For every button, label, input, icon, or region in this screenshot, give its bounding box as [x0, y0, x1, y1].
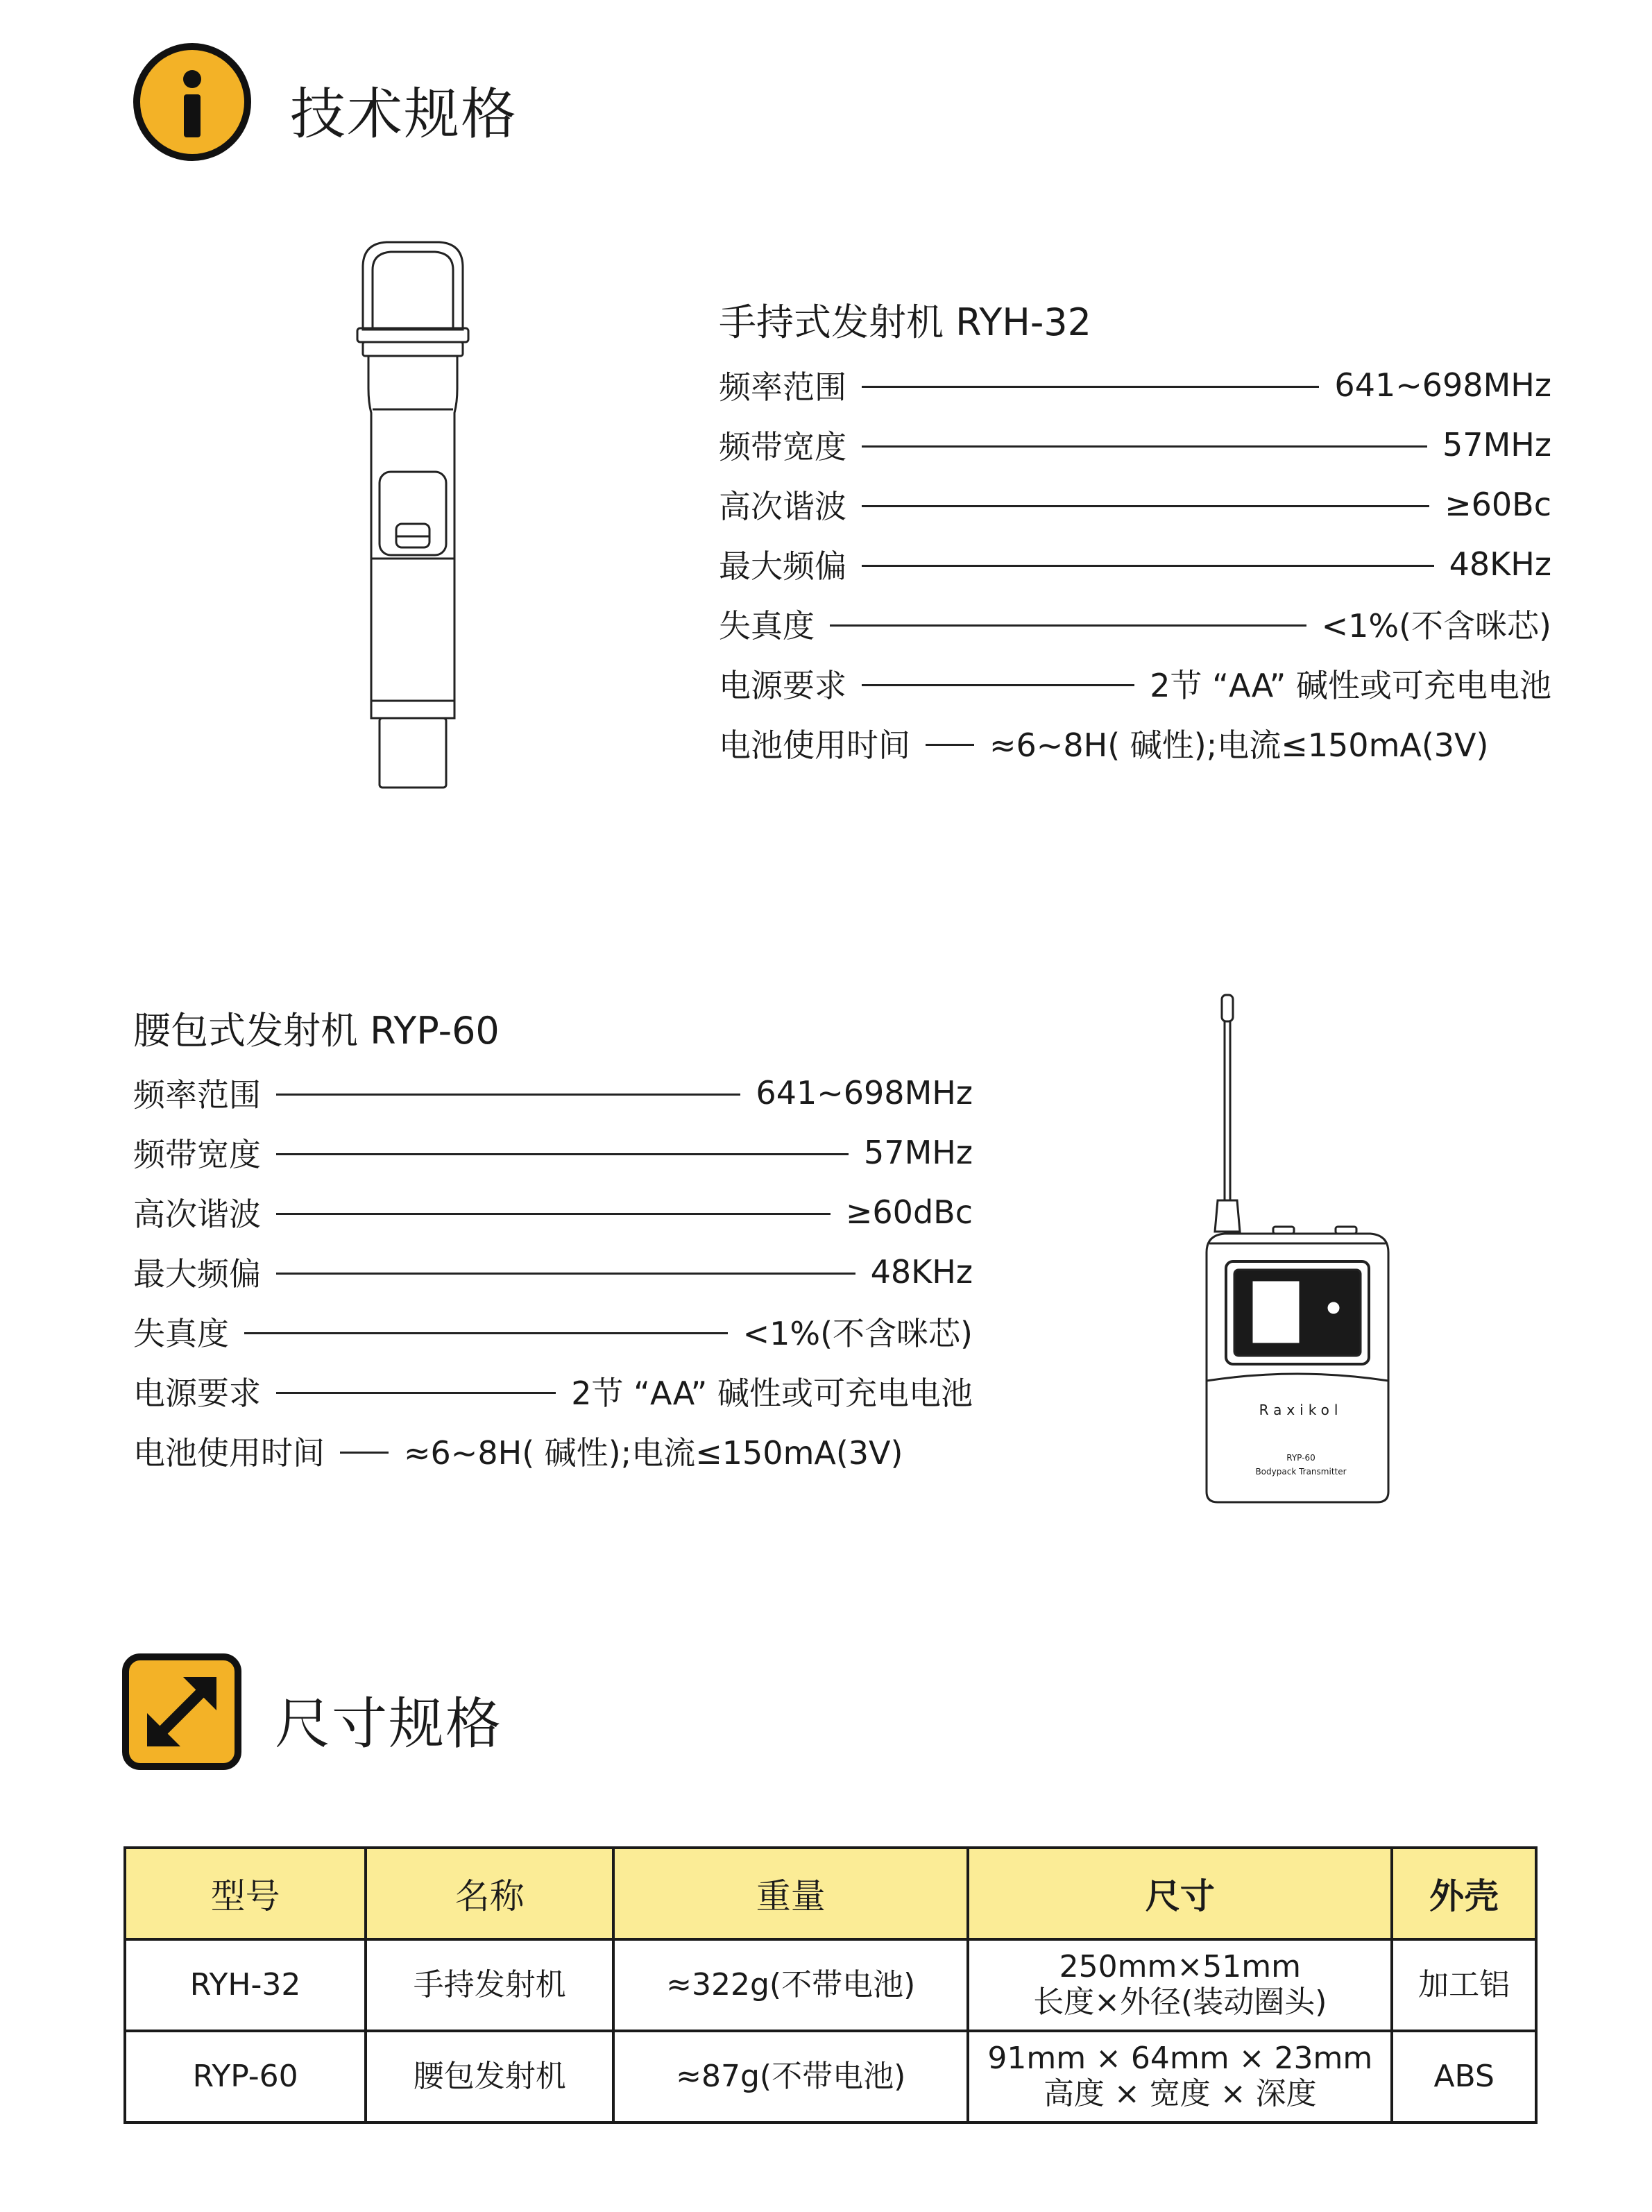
cell-weight: ≈322g(不带电池)	[613, 1939, 968, 2031]
handheld-spec-title: 手持式发射机 RYH-32	[719, 300, 1092, 344]
cell-shell: ABS	[1392, 2031, 1536, 2122]
cell-weight: ≈87g(不带电池)	[613, 2031, 968, 2122]
leader-line	[862, 505, 1429, 507]
leader-line	[830, 624, 1306, 627]
leader-line	[862, 684, 1134, 686]
section-title-tech: 技术规格	[290, 82, 518, 146]
handheld-spec-row	[719, 540, 1551, 588]
spec-label: 高次谐波	[133, 1196, 261, 1233]
info-icon	[133, 43, 251, 161]
spec-label: 电源要求	[719, 667, 846, 704]
cell-size	[968, 1939, 1392, 2031]
spec-value: 641~698MHz	[756, 1074, 973, 1112]
spec-value: ≈6~8H( 碱性);电流≤150mA(3V)	[404, 1434, 903, 1472]
spec-label: 最大频偏	[719, 547, 846, 585]
spec-label: 电池使用时间	[719, 726, 910, 764]
column-header: 外壳	[1392, 1848, 1536, 1939]
leader-line	[862, 565, 1434, 567]
leader-line	[276, 1094, 740, 1096]
bodypack-spec-row	[133, 1427, 973, 1475]
column-header: 尺寸	[968, 1848, 1392, 1939]
bodypack-spec-row	[133, 1307, 973, 1356]
spec-label: 电源要求	[133, 1375, 261, 1412]
bodypack-spec-title: 腰包式发射机 RYP-60	[133, 1009, 500, 1053]
leader-line	[862, 445, 1427, 448]
spec-value: 2节 “AA” 碱性或可充电电池	[571, 1375, 973, 1412]
cell-model: RYP-60	[125, 2031, 366, 2122]
spec-value: ≥60dBc	[845, 1193, 973, 1231]
size-line-1: 91mm × 64mm × 23mm	[987, 2041, 1373, 2077]
size-line-2: 长度×外径(装动圈头)	[1033, 1984, 1327, 2020]
leader-line	[862, 386, 1319, 388]
leader-line	[926, 744, 974, 746]
handheld-spec-row	[719, 659, 1551, 708]
spec-value: 57MHz	[864, 1134, 973, 1171]
bodypack-transmitter-illustration	[1197, 992, 1405, 1506]
spec-label: 频带宽度	[133, 1136, 261, 1173]
leader-line	[276, 1273, 855, 1275]
spec-label: 失真度	[133, 1315, 229, 1352]
size-line-1: 250mm×51mm	[1059, 1949, 1301, 1985]
bodypack-spec-row	[133, 1367, 973, 1415]
bodypack-spec-row	[133, 1128, 973, 1177]
cell-size	[968, 2031, 1392, 2122]
spec-label: 最大频偏	[133, 1255, 261, 1293]
handheld-microphone-illustration	[350, 239, 475, 797]
leader-line	[244, 1332, 728, 1334]
column-header: 名称	[366, 1848, 613, 1939]
spec-label: 失真度	[719, 607, 815, 645]
spec-value: <1%(不含咪芯)	[1321, 607, 1551, 645]
column-header: 重量	[613, 1848, 968, 1939]
spec-label: 频率范围	[133, 1076, 261, 1114]
handheld-spec-row	[719, 599, 1551, 648]
spec-value: ≈6~8H( 碱性);电流≤150mA(3V)	[989, 726, 1489, 764]
leader-line	[276, 1392, 556, 1394]
spec-value: 641~698MHz	[1334, 366, 1551, 404]
table-row	[125, 2031, 1536, 2122]
cell-model: RYH-32	[125, 1939, 366, 2031]
handheld-spec-row	[719, 480, 1551, 529]
bodypack-spec-row	[133, 1069, 973, 1117]
size-line-2: 高度 × 宽度 × 深度	[1043, 2076, 1317, 2111]
table-header-row	[125, 1848, 1536, 1939]
spec-value: 48KHz	[870, 1253, 973, 1291]
spec-label: 频带宽度	[719, 428, 846, 466]
handheld-spec-row	[719, 719, 1551, 767]
spec-value: <1%(不含咪芯)	[742, 1315, 973, 1352]
leader-line	[276, 1213, 831, 1215]
table-row	[125, 1939, 1536, 2031]
leader-line	[276, 1153, 849, 1155]
spec-value: 57MHz	[1442, 426, 1551, 463]
handheld-spec-row	[719, 361, 1551, 409]
device-model: RYP-60	[1286, 1453, 1315, 1463]
bodypack-spec-row	[133, 1188, 973, 1236]
section-title-size: 尺寸规格	[275, 1692, 502, 1756]
leader-line	[340, 1452, 389, 1454]
cell-name: 腰包发射机	[366, 2031, 613, 2122]
spec-value: 48KHz	[1449, 545, 1551, 583]
spec-label: 电池使用时间	[133, 1434, 325, 1472]
device-caption: Bodypack Transmitter	[1255, 1467, 1347, 1477]
cell-name: 手持发射机	[366, 1939, 613, 2031]
device-brand: Raxikol	[1259, 1402, 1343, 1418]
diagonal-resize-arrow-icon	[122, 1653, 241, 1770]
bodypack-spec-row	[133, 1248, 973, 1296]
spec-label: 频率范围	[719, 368, 846, 406]
column-header: 型号	[125, 1848, 366, 1939]
spec-value: ≥60Bc	[1445, 486, 1551, 523]
spec-label: 高次谐波	[719, 488, 846, 525]
handheld-spec-row	[719, 420, 1551, 469]
cell-shell: 加工铝	[1392, 1939, 1536, 2031]
dimension-table	[124, 1846, 1538, 2124]
spec-value: 2节 “AA” 碱性或可充电电池	[1150, 667, 1551, 704]
